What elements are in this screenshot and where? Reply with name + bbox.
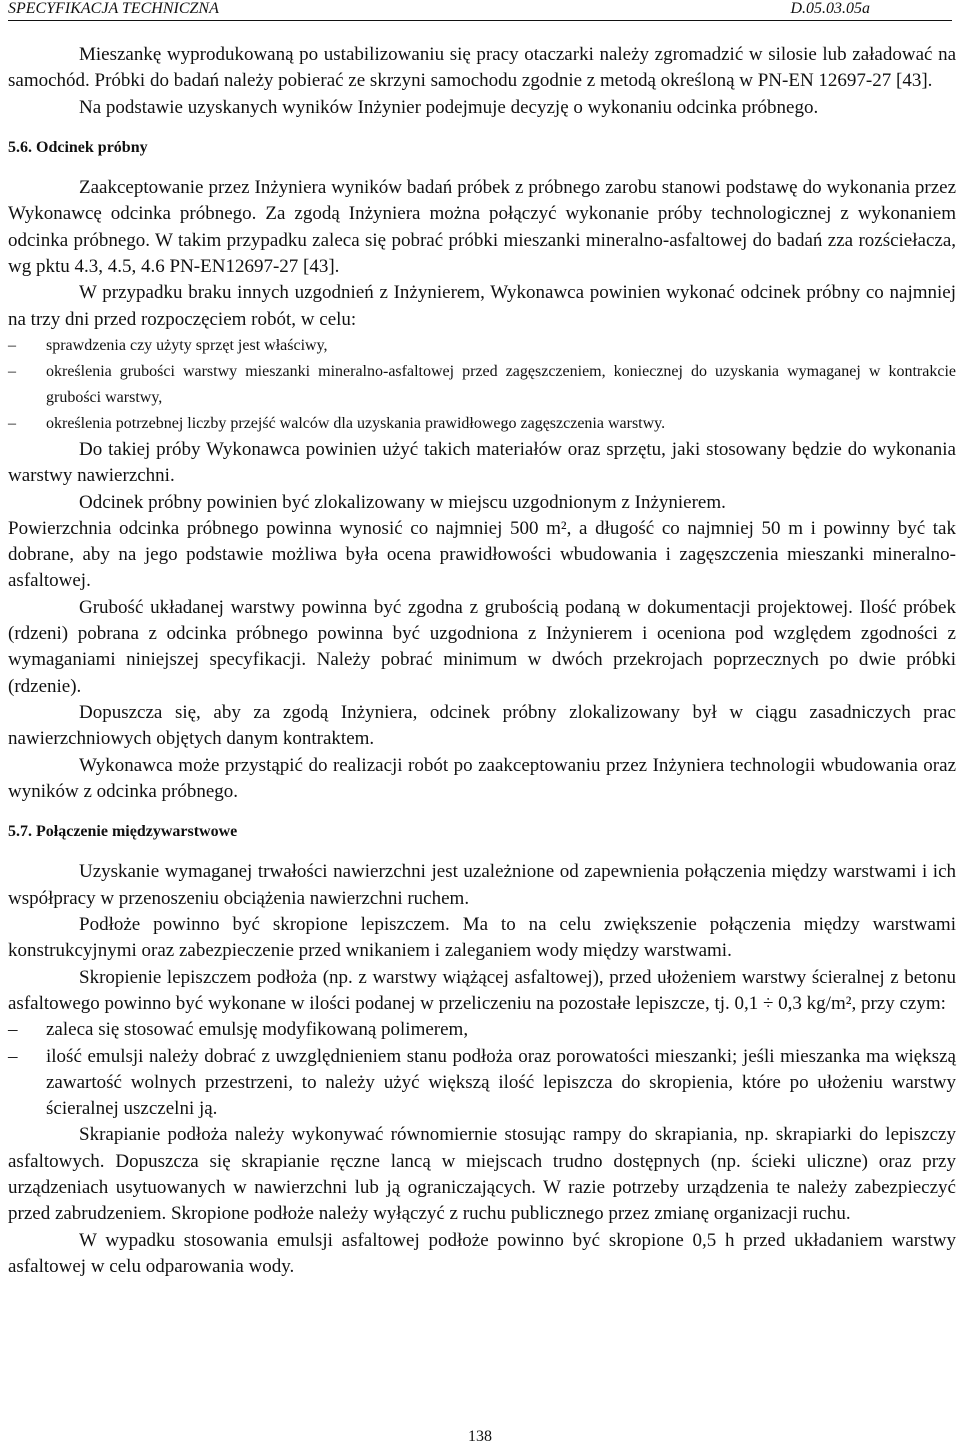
paragraph: Uzyskanie wymaganej trwałości nawierzchni jest uzależnione od zapewnienia połączenia między warstwami i ich współpracy w przenoszeniu obciążenia nawierzchni ruchem. [8, 861, 956, 909]
paragraph: Odcinek próbny powinien być zlokalizowany w miejscu uzgodnionym z Inżynierem. [79, 491, 726, 513]
page-number: 138 [468, 1428, 492, 1445]
list-item: – sprawdzenia czy użyty sprzęt jest właściwy, [8, 333, 956, 359]
header-title: SPECYFIKACJA TECHNICZNA [8, 0, 219, 17]
paragraph: Mieszankę wyprodukowaną po ustabilizowaniu się pracy otaczarki należy zgromadzić w silosie lub załadować na samochód. Próbki do badań należy pobierać ze skrzyni samochodu zgodnie z metodą określoną w PN-EN 12697-27 [43]. [8, 44, 956, 92]
page-header [8, 0, 952, 21]
paragraph: Do takiej próby Wykonawca powinien użyć takich materiałów oraz sprzętu, jaki stosowany będzie do wykonania warstwy nawierzchni. [8, 438, 956, 487]
paragraph: Skropienie lepiszczem podłoża (np. z warstwy wiążącej asfaltowej), przed ułożeniem warstwy ścieralnej z betonu asfaltowego powinno być wykonane w ilości podanej w przeliczeniu na pozostałe lepiszcze, tj. 0,1 ÷ 0,3 kg/m², przy czym: [8, 966, 956, 1014]
section-heading-5-6: 5.6. Odcinek próbny [8, 138, 148, 156]
paragraph: Na podstawie uzyskanych wyników Inżynier podejmuje decyzję o wykonaniu odcinka próbnego. [79, 96, 819, 118]
list-item: – zaleca się stosować emulsję modyfikowaną polimerem, [8, 1017, 956, 1043]
purpose-list [8, 333, 956, 437]
paragraph: W przypadku braku innych uzgodnień z Inżynierem, Wykonawca powinien wykonać odcinek próbny co najmniej na trzy dni przed rozpoczęciem robót, w celu: [8, 282, 956, 330]
paragraph: W wypadku stosowania emulsji asfaltowej podłoże powinno być skropione 0,5 h przed układaniem warstwy asfaltowej w celu odparowania wody. [8, 1229, 956, 1277]
paragraph: Dopuszcza się, aby za zgodą Inżyniera, odcinek próbny zlokalizowany był w ciągu zasadniczych prac nawierzchniowych objętych danym kontraktem. [8, 701, 956, 750]
paragraph: Wykonawca może przystąpić do realizacji robót po zaakceptowaniu przez Inżyniera technologii wbudowania oraz wyników z odcinka próbnego. [8, 754, 956, 802]
paragraph: Powierzchnia odcinka próbnego powinna wynosić co najmniej 500 m², a długość co najmniej 50 m i powinny być tak dobrane, aby na jego podstawie możliwa była ocena prawidłowości wbudowania i zagęszczenia mieszanki mineralno-asfaltowej. [8, 517, 956, 592]
list-item: – ilość emulsji należy dobrać z uwzględnieniem stanu podłoża oraz porowatości mieszanki; jeśli mieszanka ma większą zawartość wolnych przestrzeni, to należy użyć większą ilość lepiszcza do skropienia, które po ułożeniu warstwy ścieralnej uszczelni ją. [8, 1044, 956, 1123]
paragraph: Grubość układanej warstwy powinna być zgodna z grubością podaną w dokumentacji projektowej. Ilość próbek (rdzeni) pobrana z odcinka próbnego powinna być uzgodniona z Inżynierem i oceniona pod względem zgodności z wymaganiami niniejszej specyfikacji. Należy pobrać minimum w dwóch przekrojach poprzecznych po dwie próbki (rdzenie). [8, 596, 956, 697]
document-body [8, 42, 956, 1280]
list-item: – określenia potrzebnej liczby przejść walców dla uzyskania prawidłowego zagęszczenia warstwy. [8, 411, 956, 437]
paragraph: Skrapianie podłoża należy wykonywać równomiernie stosując rampy do skrapiania, np. skrapiarki do lepiszczy asfaltowych. Dopuszcza się skrapianie ręczne lancą w miejscach trudno dostępnych (np. ścieki uliczne) oraz przy urządzeniach usytuowanych w nawierzchni lub ją ograniczających. W razie potrzeby urządzenia te należy zabezpieczyć przed zabrudzeniem. Skropione podłoże należy wyłączyć z ruchu publicznego przez zmianę organizacji ruchu. [8, 1124, 956, 1225]
paragraph: Zaakceptowanie przez Inżyniera wyników badań próbek z próbnego zarobu stanowi podstawę do wykonania przez Wykonawcę odcinka próbnego. Za zgodą Inżyniera można połączyć wykonanie próby technologicznej z wykonaniem odcinka próbnego. W takim przypadku zaleca się pobrać próbki mieszanki mineralno-asfaltowej do badań zza rozściełacza, wg pktu 4.3, 4.5, 4.6 PN-EN12697-27 [43]. [8, 177, 956, 278]
header-doc-code: D.05.03.05a [790, 0, 870, 17]
emulsion-list [8, 1017, 956, 1122]
list-item: – określenia grubości warstwy mieszanki mineralno-asfaltowej przed zagęszczeniem, koniecznej do uzyskania wymaganej w kontrakcie grubości warstwy, [8, 359, 956, 411]
section-heading-5-7: 5.7. Połączenie międzywarstwowe [8, 823, 238, 841]
paragraph: Podłoże powinno być skropione lepiszczem. Ma to na celu zwiększenie połączenia między warstwami konstrukcyjnymi oraz zabezpieczenie przed wnikaniem i zaleganiem wody między warstwami. [8, 914, 956, 962]
